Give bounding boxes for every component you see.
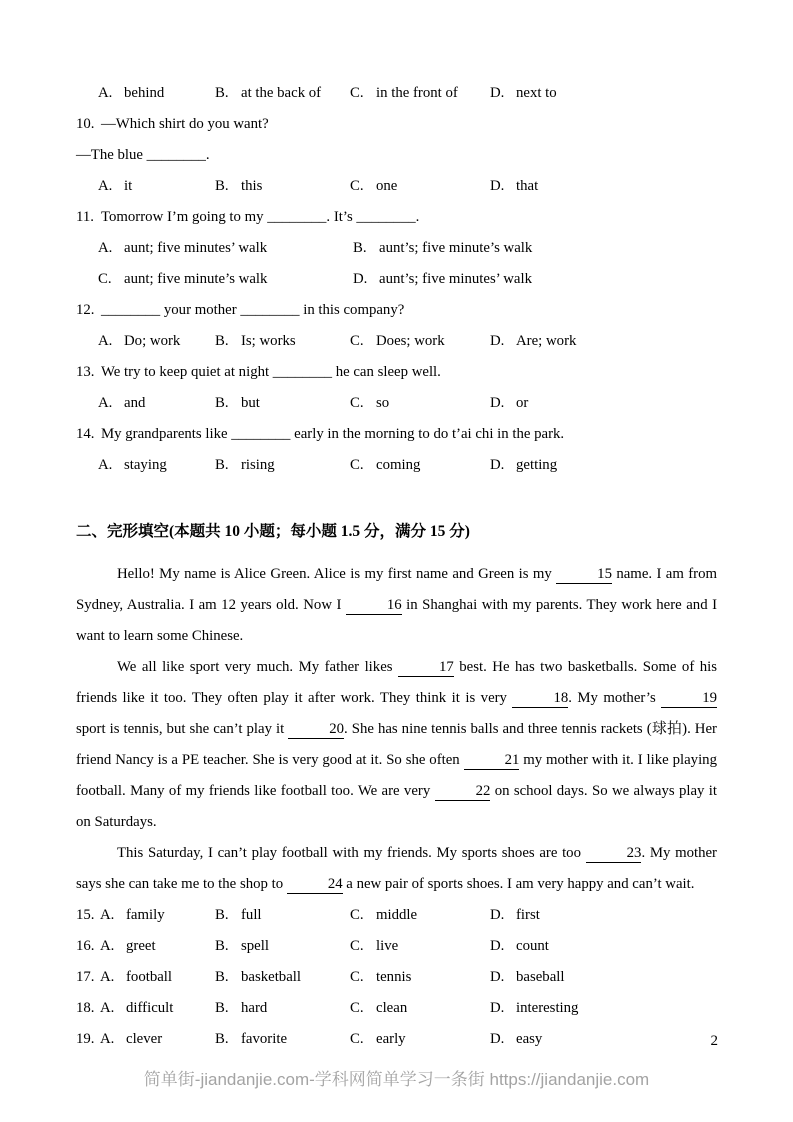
option-b: [215, 171, 262, 202]
option-text: this: [241, 178, 263, 194]
option-d: [490, 171, 538, 202]
option-text: next to: [516, 85, 557, 101]
option-letter: C.: [350, 969, 364, 985]
option-text: aunt’s; five minutes’ walk: [379, 271, 533, 287]
option-text: first: [516, 907, 540, 923]
option-a: [100, 962, 172, 993]
option-c: [98, 264, 267, 295]
passage-text: . My mother’s: [568, 690, 662, 706]
cloze-blank: 21: [464, 752, 520, 770]
option-text: easy: [516, 1031, 543, 1047]
option-letter: A.: [98, 333, 113, 349]
option-letter: D.: [353, 271, 368, 287]
option-b: [215, 78, 321, 109]
option-letter: B.: [215, 1000, 229, 1016]
options-row: [76, 233, 717, 264]
option-text: rising: [241, 457, 275, 473]
question-text: —The blue ________.: [76, 147, 210, 163]
option-c: [350, 900, 417, 931]
option-letter: C.: [350, 907, 364, 923]
question-number: 18.: [76, 1000, 95, 1016]
option-letter: D.: [490, 1000, 505, 1016]
cloze-blank: 20: [288, 721, 344, 739]
question-number: 13.: [76, 364, 95, 380]
question-number: 19.: [76, 1031, 95, 1047]
question-number: 16.: [76, 938, 95, 954]
option-b: [215, 993, 267, 1024]
option-letter: D.: [490, 1031, 505, 1047]
option-letter: B.: [215, 85, 229, 101]
option-text: coming: [376, 457, 421, 473]
option-c: [350, 1024, 406, 1055]
option-text: football: [126, 969, 173, 985]
passage-text: . My mother says she can take me to the shop to: [76, 845, 717, 892]
cloze-blank: 17: [398, 659, 454, 677]
option-text: in the front of: [376, 85, 458, 101]
option-b: [215, 900, 262, 931]
option-letter: C.: [350, 395, 364, 411]
cloze-options-row: [76, 1024, 717, 1055]
option-b: [215, 1024, 287, 1055]
passage-text: sport is tennis, but she can’t play it: [76, 721, 289, 737]
option-text: spell: [241, 938, 269, 954]
option-text: Does; work: [376, 333, 445, 349]
option-letter: B.: [215, 969, 229, 985]
option-letter: C.: [98, 271, 112, 287]
option-text: or: [516, 395, 529, 411]
option-letter: B.: [215, 1031, 229, 1047]
options-row: [76, 388, 717, 419]
option-letter: C.: [350, 1000, 364, 1016]
option-text: baseball: [516, 969, 565, 985]
cloze-paragraph: [76, 838, 717, 900]
option-letter: A.: [98, 457, 113, 473]
question-stem: [76, 202, 717, 233]
option-letter: D.: [490, 85, 505, 101]
option-c: [350, 326, 445, 357]
passage-text: Hello! My name is Alice Green. Alice is my first name and Green is my: [117, 566, 557, 582]
option-a: [100, 931, 156, 962]
option-a: [98, 326, 180, 357]
option-letter: A.: [100, 1031, 115, 1047]
passage-text: in Shanghai with my parents. They work here and I want to learn some Chinese.: [76, 597, 717, 644]
option-letter: B.: [215, 333, 229, 349]
question-stem-continuation: [76, 140, 717, 171]
option-d: [490, 450, 557, 481]
option-letter: D.: [490, 457, 505, 473]
passage-text: . She has nine tennis balls and three tennis rackets (球拍). Her friend Nancy is a PE teacher. She is very good at it. So she often: [76, 721, 717, 768]
passage-text: my mother with it. I like playing football. Many of my friends like football too. We are very: [76, 752, 717, 799]
option-letter: B.: [215, 457, 229, 473]
option-letter: A.: [98, 178, 113, 194]
option-letter: A.: [100, 969, 115, 985]
option-text: middle: [376, 907, 418, 923]
option-text: greet: [126, 938, 156, 954]
option-a: [98, 388, 145, 419]
option-text: family: [126, 907, 165, 923]
option-text: aunt’s; five minute’s walk: [379, 240, 533, 256]
option-letter: B.: [215, 938, 229, 954]
option-text: clever: [126, 1031, 163, 1047]
option-a: [100, 900, 165, 931]
option-text: Are; work: [516, 333, 577, 349]
option-text: that: [516, 178, 539, 194]
option-text: at the back of: [241, 85, 322, 101]
option-letter: C.: [350, 938, 364, 954]
cloze-paragraph: [76, 652, 717, 838]
option-text: getting: [516, 457, 558, 473]
question-text: We try to keep quiet at night ________ he can sleep well.: [101, 364, 441, 380]
option-text: so: [376, 395, 390, 411]
option-b: [215, 450, 275, 481]
option-b: [353, 233, 532, 264]
cloze-blank: 16: [346, 597, 402, 615]
question-number: 12.: [76, 302, 95, 318]
option-text: count: [516, 938, 549, 954]
option-text: it: [124, 178, 133, 194]
option-c: [350, 388, 389, 419]
option-text: difficult: [126, 1000, 174, 1016]
question-stem: [76, 295, 717, 326]
option-b: [215, 962, 301, 993]
option-text: hard: [241, 1000, 268, 1016]
passage-text: best. He has two basketballs. Some of his friends like it too. They often play it after work. They think it is very: [76, 659, 717, 706]
option-letter: A.: [100, 907, 115, 923]
options-row: [76, 171, 717, 202]
option-a: [98, 171, 132, 202]
passage-text: name. I am from Sydney, Australia. I am 12 years old. Now I: [76, 566, 717, 613]
question-text: My grandparents like ________ early in the morning to do t’ai chi in the park.: [101, 426, 565, 442]
option-d: [490, 326, 576, 357]
option-text: full: [241, 907, 262, 923]
question-number: 17.: [76, 969, 95, 985]
option-text: but: [241, 395, 260, 411]
option-letter: B.: [353, 240, 367, 256]
cloze-blank: 24: [287, 876, 343, 894]
option-letter: C.: [350, 333, 364, 349]
option-d: [353, 264, 532, 295]
cloze-options-row: [76, 900, 717, 931]
option-a: [100, 1024, 162, 1055]
option-letter: D.: [490, 969, 505, 985]
option-text: aunt; five minutes’ walk: [124, 240, 268, 256]
option-text: aunt; five minute’s walk: [124, 271, 268, 287]
option-text: clean: [376, 1000, 408, 1016]
question-stem: [76, 357, 717, 388]
option-text: live: [376, 938, 399, 954]
option-d: [490, 900, 540, 931]
question-stem: [76, 109, 717, 140]
passage-text: We all like sport very much. My father likes: [117, 659, 398, 675]
option-c: [350, 171, 397, 202]
option-c: [350, 962, 411, 993]
cloze-blank: 15: [556, 566, 612, 584]
option-text: interesting: [516, 1000, 579, 1016]
option-letter: A.: [98, 240, 113, 256]
option-a: [98, 233, 267, 264]
options-row: [76, 78, 717, 109]
question-stem: [76, 419, 717, 450]
cloze-blank: 22: [435, 783, 491, 801]
option-letter: B.: [215, 178, 229, 194]
multiple-choice-section: [76, 78, 717, 481]
question-text: ________ your mother ________ in this company?: [101, 302, 405, 318]
cloze-options-row: [76, 993, 717, 1024]
option-d: [490, 1024, 542, 1055]
option-d: [490, 78, 557, 109]
footer-watermark: 简单街-jiandanjie.com-学科网简单学习一条街 https://jiandanjie.com: [143, 1070, 650, 1089]
option-c: [350, 78, 458, 109]
passage-text: a new pair of sports shoes. I am very happy and can’t wait.: [342, 876, 695, 892]
option-text: Do; work: [124, 333, 181, 349]
question-text: Tomorrow I’m going to my ________. It’s ________.: [101, 209, 420, 225]
option-letter: D.: [490, 333, 505, 349]
question-number: 15.: [76, 907, 95, 923]
option-d: [490, 388, 528, 419]
cloze-passage: [76, 559, 717, 900]
option-d: [490, 993, 578, 1024]
page-number: 2: [710, 1033, 718, 1049]
option-text: tennis: [376, 969, 412, 985]
passage-text: This Saturday, I can’t play football with my friends. My sports shoes are too: [117, 845, 586, 861]
option-text: basketball: [241, 969, 301, 985]
passage-text: on school days. So we always play it on Saturdays.: [76, 783, 717, 830]
option-letter: C.: [350, 178, 364, 194]
option-d: [490, 931, 549, 962]
options-row: [76, 450, 717, 481]
cloze-options-row: [76, 931, 717, 962]
option-text: early: [376, 1031, 406, 1047]
question-number: 10.: [76, 116, 95, 132]
question-number: 14.: [76, 426, 95, 442]
option-c: [350, 993, 407, 1024]
option-d: [490, 962, 564, 993]
cloze-section-heading: 二、完形填空(本题共 10 小题；每小题 1.5 分，满分 15 分): [76, 523, 470, 540]
option-text: behind: [124, 85, 165, 101]
option-b: [215, 931, 269, 962]
option-letter: C.: [350, 1031, 364, 1047]
option-c: [350, 931, 398, 962]
option-letter: A.: [100, 1000, 115, 1016]
option-text: and: [124, 395, 146, 411]
option-letter: A.: [100, 938, 115, 954]
option-letter: D.: [490, 938, 505, 954]
cloze-blank: 19: [661, 690, 717, 708]
option-a: [98, 78, 164, 109]
question-text: —Which shirt do you want?: [101, 116, 269, 132]
option-text: favorite: [241, 1031, 288, 1047]
cloze-options-section: [76, 900, 717, 1055]
option-text: one: [376, 178, 398, 194]
option-letter: D.: [490, 178, 505, 194]
cloze-blank: 18: [512, 690, 568, 708]
option-letter: B.: [215, 395, 229, 411]
option-letter: C.: [350, 457, 364, 473]
question-number: 11.: [76, 209, 94, 225]
option-text: staying: [124, 457, 167, 473]
option-letter: C.: [350, 85, 364, 101]
cloze-options-row: [76, 962, 717, 993]
option-b: [215, 388, 260, 419]
option-a: [100, 993, 173, 1024]
option-b: [215, 326, 296, 357]
cloze-blank: 23: [586, 845, 642, 863]
option-c: [350, 450, 420, 481]
option-text: Is; works: [241, 333, 296, 349]
options-row: [76, 264, 717, 295]
option-letter: D.: [490, 907, 505, 923]
page-content: [76, 78, 717, 1055]
options-row: [76, 326, 717, 357]
option-letter: A.: [98, 85, 113, 101]
cloze-paragraph: [76, 559, 717, 652]
option-letter: A.: [98, 395, 113, 411]
option-letter: D.: [490, 395, 505, 411]
option-letter: B.: [215, 907, 229, 923]
option-a: [98, 450, 167, 481]
